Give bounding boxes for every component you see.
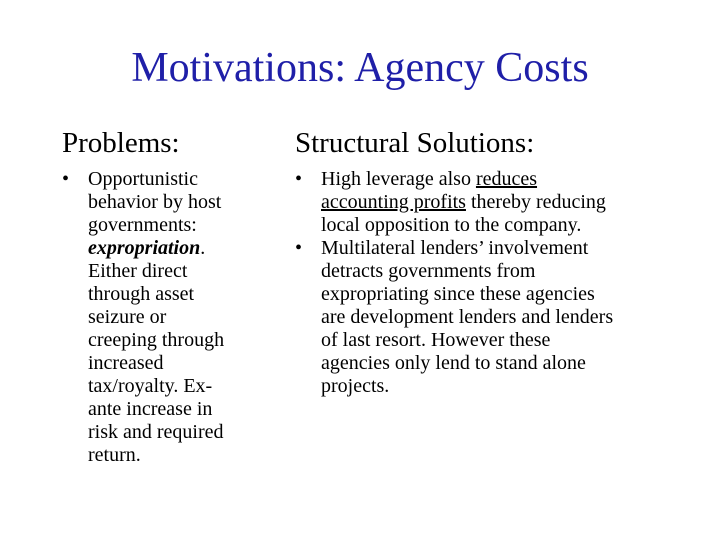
problems-line: tax/royalty. Ex- [88, 375, 213, 397]
problems-line: increased [88, 352, 164, 374]
problems-line: creeping through [88, 329, 225, 351]
solutions-text: Multilateral lenders’ involvement [321, 237, 589, 259]
problems-list [62, 168, 262, 467]
expropriation-emphasis: expropriation [88, 237, 201, 259]
reduces-underlined: reduces [475, 168, 538, 190]
emphasis-period: . [200, 237, 206, 259]
problems-line: governments: [88, 214, 197, 236]
problems-heading: Problems: [62, 127, 180, 159]
problems-bullet-1 [62, 168, 262, 467]
solutions-text: thereby reducing [465, 191, 606, 213]
solutions-text: projects. [321, 375, 390, 397]
slide-title: Motivations: Agency Costs [131, 45, 589, 91]
solutions-text: are development lenders and lenders [321, 306, 614, 328]
problems-line: return. [88, 444, 141, 466]
problems-line: ante increase in [88, 398, 213, 420]
solutions-list [295, 168, 685, 398]
bullet-icon: • [295, 237, 303, 259]
problems-line: seizure or [88, 306, 167, 328]
solutions-text: agencies only lend to stand alone [321, 352, 586, 374]
solutions-text: expropriating since these agencies [321, 283, 595, 305]
solutions-heading: Structural Solutions: [295, 127, 535, 159]
bullet-icon: • [295, 168, 303, 190]
bullet-icon: • [62, 168, 70, 190]
solutions-text: of last resort. However these [321, 329, 551, 351]
solutions-bullet-2 [295, 237, 685, 398]
solutions-text: local opposition to the company. [321, 214, 582, 236]
solutions-text: detracts governments from [321, 260, 536, 282]
problems-line: Either direct [88, 260, 188, 282]
solutions-text: High leverage also [321, 168, 476, 190]
problems-line: behavior by host [88, 191, 222, 213]
problems-line: Opportunistic [88, 168, 198, 190]
problems-line: through asset [88, 283, 195, 305]
problems-line: risk and required [88, 421, 224, 443]
solutions-bullet-1 [295, 168, 685, 237]
accounting-profits-underlined: accounting profits [321, 191, 466, 213]
